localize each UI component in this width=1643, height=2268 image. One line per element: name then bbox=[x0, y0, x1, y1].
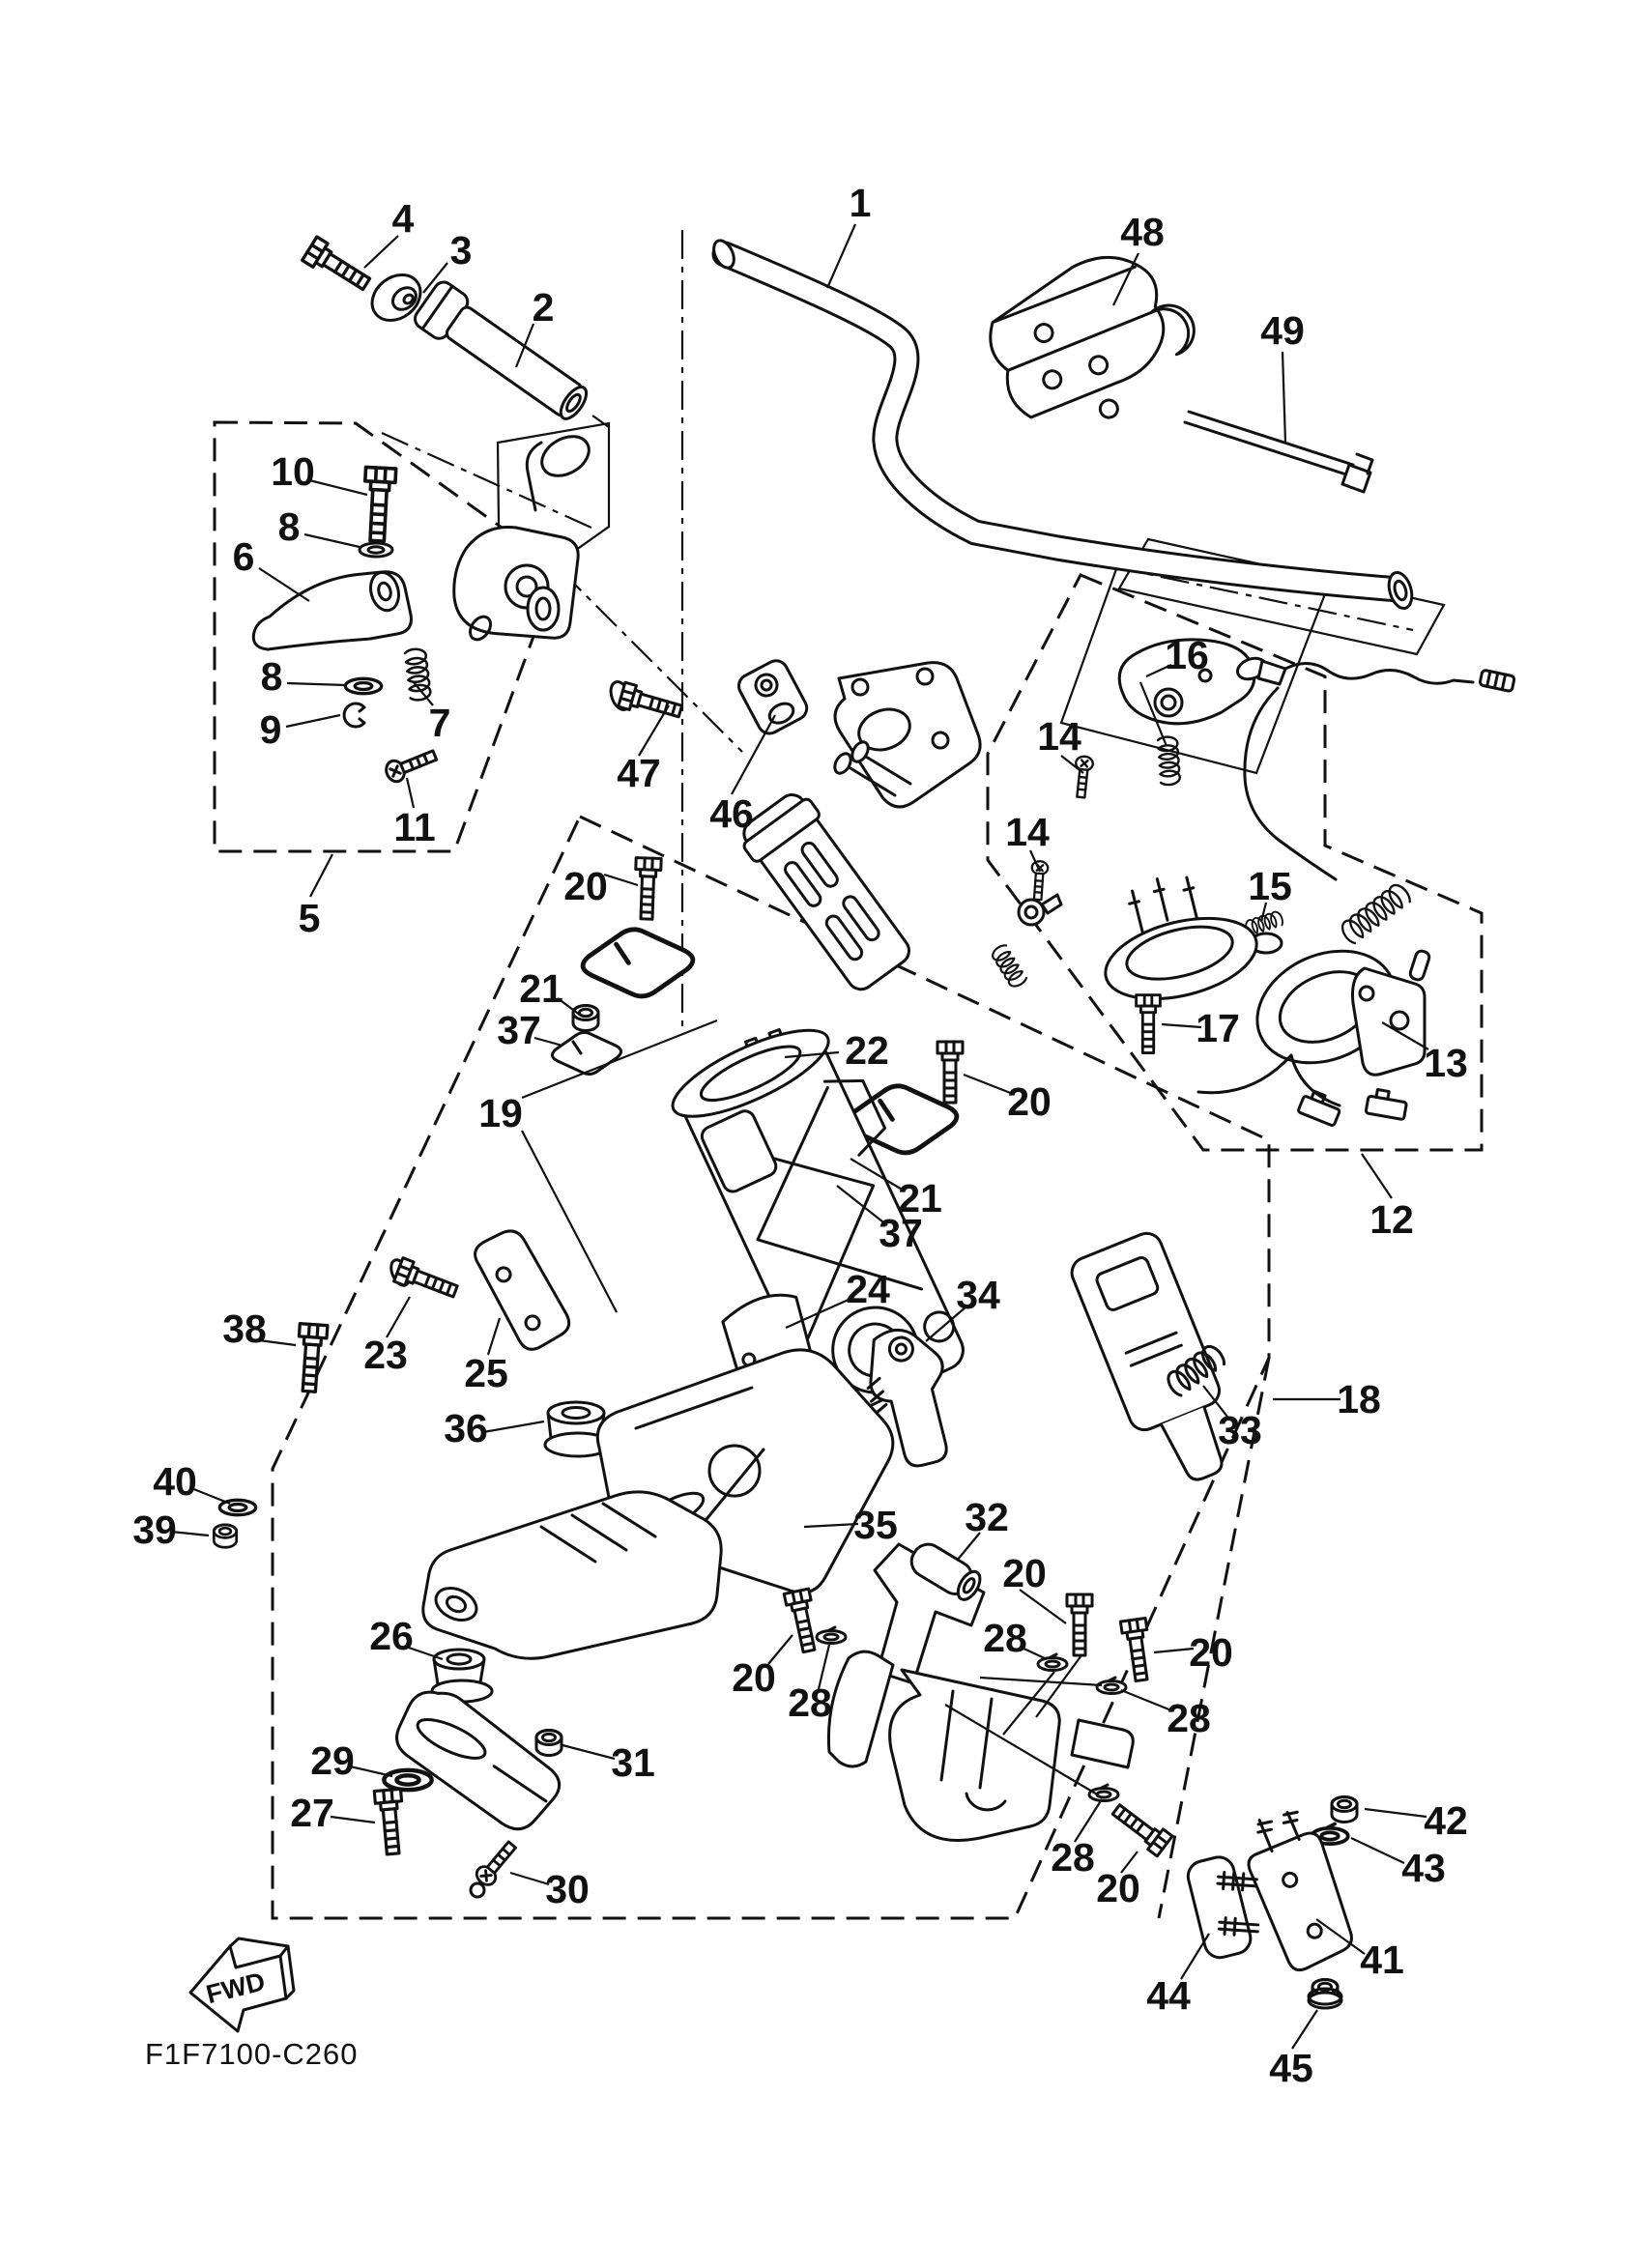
callout-20: 20 bbox=[563, 864, 608, 908]
callout-8: 8 bbox=[260, 654, 283, 699]
part-bolt-20c bbox=[1067, 1594, 1092, 1655]
chain-line bbox=[561, 570, 742, 752]
callout-7: 7 bbox=[428, 701, 451, 745]
callout-28: 28 bbox=[1051, 1835, 1095, 1880]
callout-leader bbox=[304, 534, 360, 547]
callout-leader bbox=[510, 1873, 549, 1884]
callout-leader bbox=[827, 224, 855, 288]
callout-20: 20 bbox=[1002, 1551, 1047, 1595]
part-swivel-casting bbox=[423, 1492, 721, 1658]
part-nut-21a bbox=[573, 1006, 598, 1031]
part-bolt-17 bbox=[1137, 995, 1161, 1053]
callout-26: 26 bbox=[369, 1614, 414, 1658]
callout-leader bbox=[286, 715, 340, 727]
callout-29: 29 bbox=[310, 1738, 355, 1783]
part-bolt-20f bbox=[1109, 1799, 1172, 1856]
part-handle-cover-48 bbox=[974, 233, 1214, 449]
callout-leader bbox=[1283, 352, 1285, 443]
callout-leader bbox=[1365, 1809, 1427, 1817]
part-washer-8b bbox=[345, 678, 381, 693]
callout-4: 4 bbox=[391, 196, 415, 241]
callout-leader bbox=[350, 1766, 392, 1776]
part-spring-7 bbox=[405, 647, 432, 701]
part-steering-column bbox=[734, 786, 918, 997]
callout-leader bbox=[1362, 1154, 1392, 1198]
callout-leader bbox=[1181, 1934, 1209, 1979]
callout-14: 14 bbox=[1037, 714, 1081, 759]
callout-20: 20 bbox=[732, 1655, 776, 1700]
part-tie-rod-49 bbox=[1185, 412, 1372, 492]
callout-16: 16 bbox=[1165, 633, 1209, 677]
callout-leader bbox=[407, 778, 414, 808]
callout-10: 10 bbox=[271, 449, 315, 494]
callout-11: 11 bbox=[393, 805, 436, 849]
part-nut-42 bbox=[1332, 1797, 1357, 1823]
part-clamp-half-46 bbox=[735, 657, 811, 738]
callout-leader bbox=[331, 1817, 375, 1823]
callout-14: 14 bbox=[1005, 810, 1050, 854]
chain-line bbox=[382, 433, 591, 528]
callout-leader bbox=[604, 875, 638, 885]
part-mount-bracket bbox=[828, 1651, 1133, 1840]
callout-34: 34 bbox=[956, 1273, 1000, 1317]
callout-8: 8 bbox=[277, 504, 301, 549]
part-steering-bracket bbox=[454, 527, 578, 643]
part-washer-8a bbox=[360, 543, 392, 557]
part-bellows bbox=[1158, 736, 1180, 786]
callout-36: 36 bbox=[444, 1406, 488, 1450]
part-bolt-20a bbox=[634, 858, 661, 920]
callout-19: 19 bbox=[478, 1091, 523, 1135]
callout-20: 20 bbox=[1007, 1079, 1052, 1124]
part-plate-20a bbox=[583, 930, 693, 996]
callout-leader bbox=[1351, 1838, 1404, 1863]
part-eclip-9 bbox=[344, 703, 364, 727]
assembly-line bbox=[980, 1678, 1102, 1685]
callout-leader bbox=[1292, 2010, 1317, 2049]
part-steering-arm bbox=[381, 1680, 576, 1840]
part-lanyard-key bbox=[1234, 654, 1514, 879]
callout-9: 9 bbox=[259, 707, 282, 752]
part-bolt-27 bbox=[374, 1789, 406, 1854]
part-ignition-coil-13 bbox=[1198, 881, 1430, 1126]
callout-32: 32 bbox=[965, 1495, 1009, 1539]
callout-20: 20 bbox=[1189, 1630, 1233, 1675]
part-column-head bbox=[831, 663, 980, 807]
callout-leader bbox=[1121, 1690, 1171, 1710]
part-screw-11 bbox=[384, 745, 439, 784]
callout-13: 13 bbox=[1424, 1041, 1468, 1085]
callout-1: 1 bbox=[849, 181, 872, 225]
part-nut-39 bbox=[214, 1525, 236, 1547]
callout-23: 23 bbox=[363, 1333, 408, 1377]
callout-47: 47 bbox=[617, 751, 661, 795]
diagram-code: F1F7100-C260 bbox=[145, 2037, 359, 2071]
callout-6: 6 bbox=[232, 534, 255, 579]
callout-42: 42 bbox=[1424, 1798, 1468, 1843]
callout-35: 35 bbox=[853, 1503, 898, 1547]
part-bolt-10 bbox=[362, 467, 396, 541]
callout-24: 24 bbox=[846, 1267, 890, 1311]
callout-leader bbox=[639, 705, 669, 756]
part-tab-washer-37a bbox=[552, 1032, 620, 1074]
callout-43: 43 bbox=[1401, 1846, 1446, 1890]
callout-leader bbox=[310, 854, 332, 897]
part-switch-plate bbox=[1086, 859, 1265, 1013]
part-shift-lever-18 bbox=[1067, 1229, 1249, 1496]
callout-28: 28 bbox=[983, 1616, 1027, 1660]
part-screw-30 bbox=[471, 1838, 520, 1897]
fwd-arrow-icon bbox=[190, 1938, 294, 2031]
callout-28: 28 bbox=[1167, 1696, 1211, 1740]
part-bolt-20b bbox=[937, 1042, 963, 1103]
part-nut-45 bbox=[1309, 1980, 1341, 2009]
callout-leader bbox=[732, 715, 775, 794]
callout-22: 22 bbox=[845, 1028, 889, 1073]
part-washer-28b bbox=[817, 1627, 846, 1644]
callout-48: 48 bbox=[1120, 210, 1165, 254]
callout-27: 27 bbox=[290, 1791, 334, 1835]
part-bolt-47 bbox=[607, 679, 683, 724]
callout-leader bbox=[1154, 1649, 1194, 1652]
callout-25: 25 bbox=[464, 1351, 508, 1395]
callout-21: 21 bbox=[898, 1176, 942, 1220]
callout-38: 38 bbox=[222, 1306, 267, 1351]
callout-21: 21 bbox=[519, 966, 563, 1011]
fwd-label: FWD bbox=[203, 1967, 269, 2010]
part-bolt-23 bbox=[388, 1257, 460, 1304]
part-bolt-4 bbox=[303, 237, 374, 296]
callout-leader bbox=[387, 1297, 410, 1337]
callout-leader bbox=[483, 1421, 544, 1432]
callout-49: 49 bbox=[1260, 308, 1305, 353]
callout-3: 3 bbox=[449, 228, 473, 273]
callout-28: 28 bbox=[788, 1680, 832, 1725]
callout-leader bbox=[964, 1075, 1013, 1094]
callout-31: 31 bbox=[611, 1740, 655, 1785]
callout-18: 18 bbox=[1337, 1377, 1381, 1421]
callout-leader bbox=[488, 1318, 500, 1355]
callout-leader bbox=[191, 1488, 230, 1504]
callout-leader bbox=[562, 1745, 615, 1759]
callout-20: 20 bbox=[1096, 1866, 1140, 1910]
callout-17: 17 bbox=[1196, 1006, 1240, 1050]
callout-37: 37 bbox=[497, 1008, 541, 1052]
part-bolt-38 bbox=[296, 1324, 328, 1392]
part-nut-31 bbox=[536, 1731, 562, 1756]
callout-46: 46 bbox=[709, 791, 754, 836]
callout-leader bbox=[171, 1532, 209, 1536]
part-screw-14a bbox=[1073, 756, 1094, 798]
part-roller-32 bbox=[875, 1538, 985, 1683]
callout-leader bbox=[309, 480, 367, 495]
part-plug-lower bbox=[990, 943, 1027, 989]
part-bolt-20e bbox=[784, 1589, 822, 1653]
part-grip bbox=[412, 278, 596, 429]
callout-37: 37 bbox=[879, 1211, 923, 1255]
callout-leader bbox=[287, 683, 346, 685]
callout-41: 41 bbox=[1360, 1938, 1404, 1982]
callout-45: 45 bbox=[1269, 2046, 1313, 2090]
callout-44: 44 bbox=[1146, 1973, 1191, 2018]
callout-33: 33 bbox=[1218, 1408, 1262, 1452]
callout-30: 30 bbox=[545, 1867, 590, 1911]
part-screw-14b bbox=[1029, 861, 1048, 901]
callout-5: 5 bbox=[298, 896, 321, 940]
part-washer-29 bbox=[384, 1770, 431, 1790]
callout-2: 2 bbox=[532, 285, 555, 330]
callout-39: 39 bbox=[132, 1507, 177, 1552]
callout-12: 12 bbox=[1369, 1197, 1414, 1242]
part-clamp-plate-25 bbox=[471, 1221, 573, 1358]
callout-15: 15 bbox=[1248, 864, 1292, 908]
callout-40: 40 bbox=[153, 1459, 197, 1504]
callout-leader bbox=[259, 568, 309, 601]
